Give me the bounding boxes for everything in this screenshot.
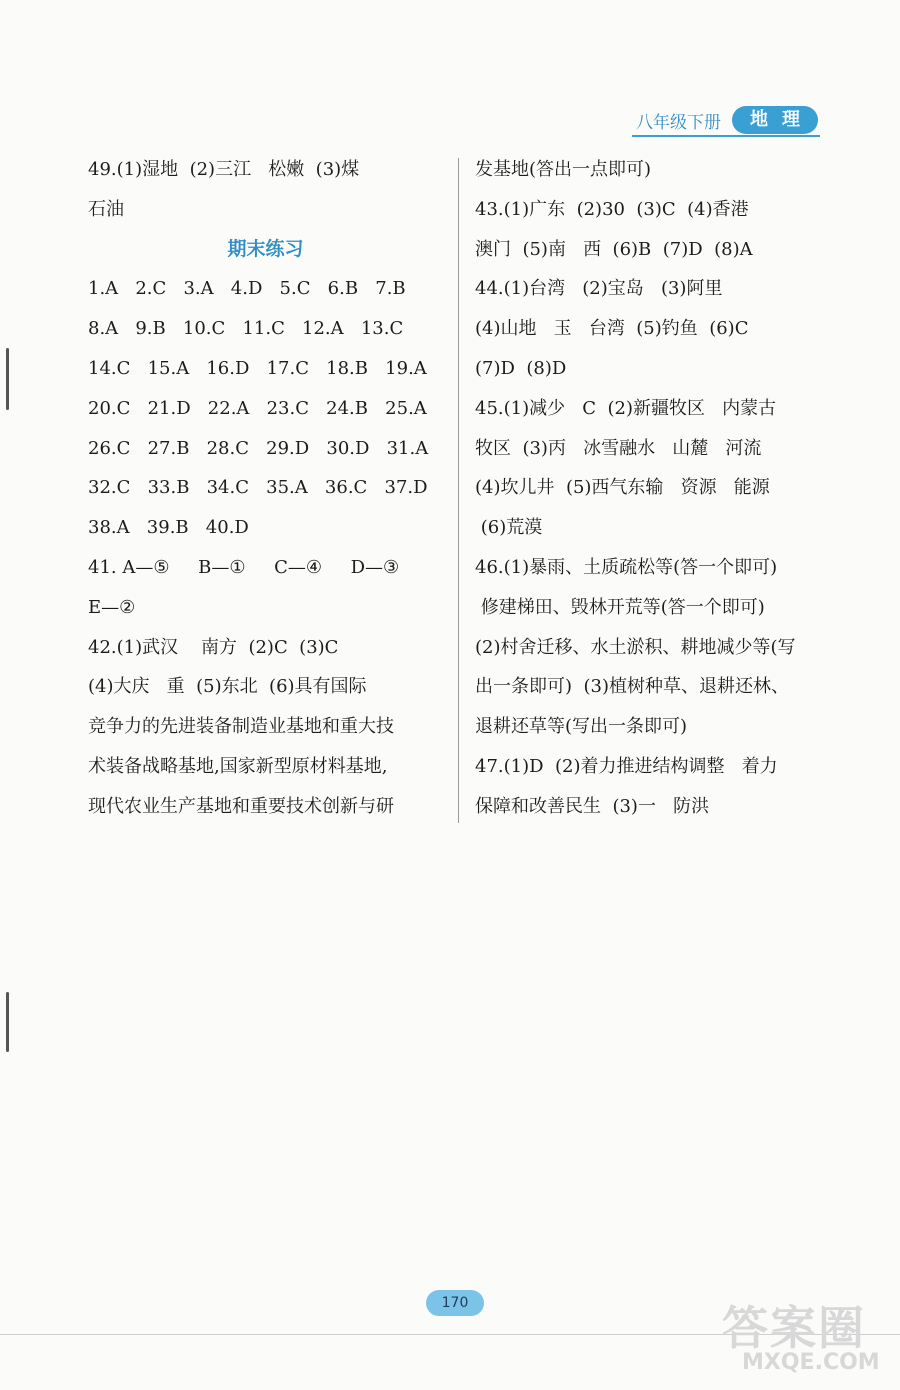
answer-line: 8.A 9.B 10.C 11.C 12.A 13.C (88, 318, 404, 340)
grade-label: 八年级下册 (636, 113, 721, 133)
answer-line: 38.A 39.B 40.D (88, 517, 249, 539)
left-column (88, 150, 443, 827)
answer-line: 20.C 21.D 22.A 23.C 24.B 25.A (88, 397, 427, 419)
section-title: 期末练习 (227, 237, 304, 260)
answer-line: (7)D (8)D (475, 357, 567, 379)
page-number: 170 (426, 1290, 484, 1316)
watermark-logo (716, 1292, 896, 1386)
answer-line: 保障和改善民生 (3)一 防洪 (475, 795, 710, 817)
watermark-text: 答案圈 (722, 1301, 866, 1355)
right-column (475, 150, 835, 827)
answer-line: 49.(1)湿地 (2)三江 松嫩 (3)煤 (88, 159, 360, 180)
answer-line: 1.A 2.C 3.A 4.D 5.C 6.B 7.B (88, 278, 406, 300)
answer-line: 竞争力的先进装备制造业基地和重大技 (88, 716, 394, 738)
page-header (632, 104, 832, 138)
answer-line: (4)山地 玉 台湾 (5)钓鱼 (6)C (475, 318, 749, 340)
answer-line: 澳门 (5)南 西 (6)B (7)D (8)A (475, 238, 753, 260)
answer-line: 14.C 15.A 16.D 17.C 18.B 19.A (88, 357, 427, 379)
answer-line: 修建梯田、毁林开荒等(答一个即可) (475, 596, 765, 618)
page-edge-mark (6, 992, 9, 1052)
column-divider (458, 158, 459, 823)
answer-line: 26.C 27.B 28.C 29.D 30.D 31.A (88, 437, 429, 459)
answer-line: 石油 (88, 198, 124, 220)
answer-line: 退耕还草等(写出一条即可) (475, 716, 688, 738)
answer-line: 45.(1)减少 C (2)新疆牧区 内蒙古 (475, 397, 777, 419)
watermark-url: MXQE.COM (742, 1350, 880, 1375)
answer-line: (6)荒漠 (475, 517, 543, 539)
answer-line: 发基地(答出一点即可) (475, 159, 652, 180)
answer-line: 32.C 33.B 34.C 35.A 36.C 37.D (88, 477, 428, 499)
answer-line: 牧区 (3)丙 冰雪融水 山麓 河流 (475, 437, 762, 459)
answer-line: 44.(1)台湾 (2)宝岛 (3)阿里 (475, 278, 723, 300)
answer-line: 术装备战略基地,国家新型原材料基地, (88, 755, 388, 777)
page-edge-mark (6, 348, 9, 410)
answer-line: E—② (88, 596, 136, 618)
answer-line: 42.(1)武汉 南方 (2)C (3)C (88, 636, 339, 658)
answer-line: 47.(1)D (2)着力推进结构调整 着力 (475, 755, 778, 777)
answer-line: 出一条即可) (3)植树种草、退耕还林、 (475, 676, 789, 698)
answer-line: 41. A—⑤ B—① C—④ D—③ (88, 556, 400, 578)
answer-line: (4)坎儿井 (5)西气东输 资源 能源 (475, 477, 770, 499)
answer-line: 43.(1)广东 (2)30 (3)C (4)香港 (475, 198, 749, 220)
answer-line: 现代农业生产基地和重要技术创新与研 (88, 795, 394, 817)
answer-line: (2)村舍迁移、水土淤积、耕地减少等(写 (475, 636, 796, 658)
answer-line: (4)大庆 重 (5)东北 (6)具有国际 (88, 676, 367, 698)
subject-badge: 地理 (732, 106, 818, 134)
answer-line: 46.(1)暴雨、土质疏松等(答一个即可) (475, 556, 778, 578)
header-underline (632, 135, 820, 137)
